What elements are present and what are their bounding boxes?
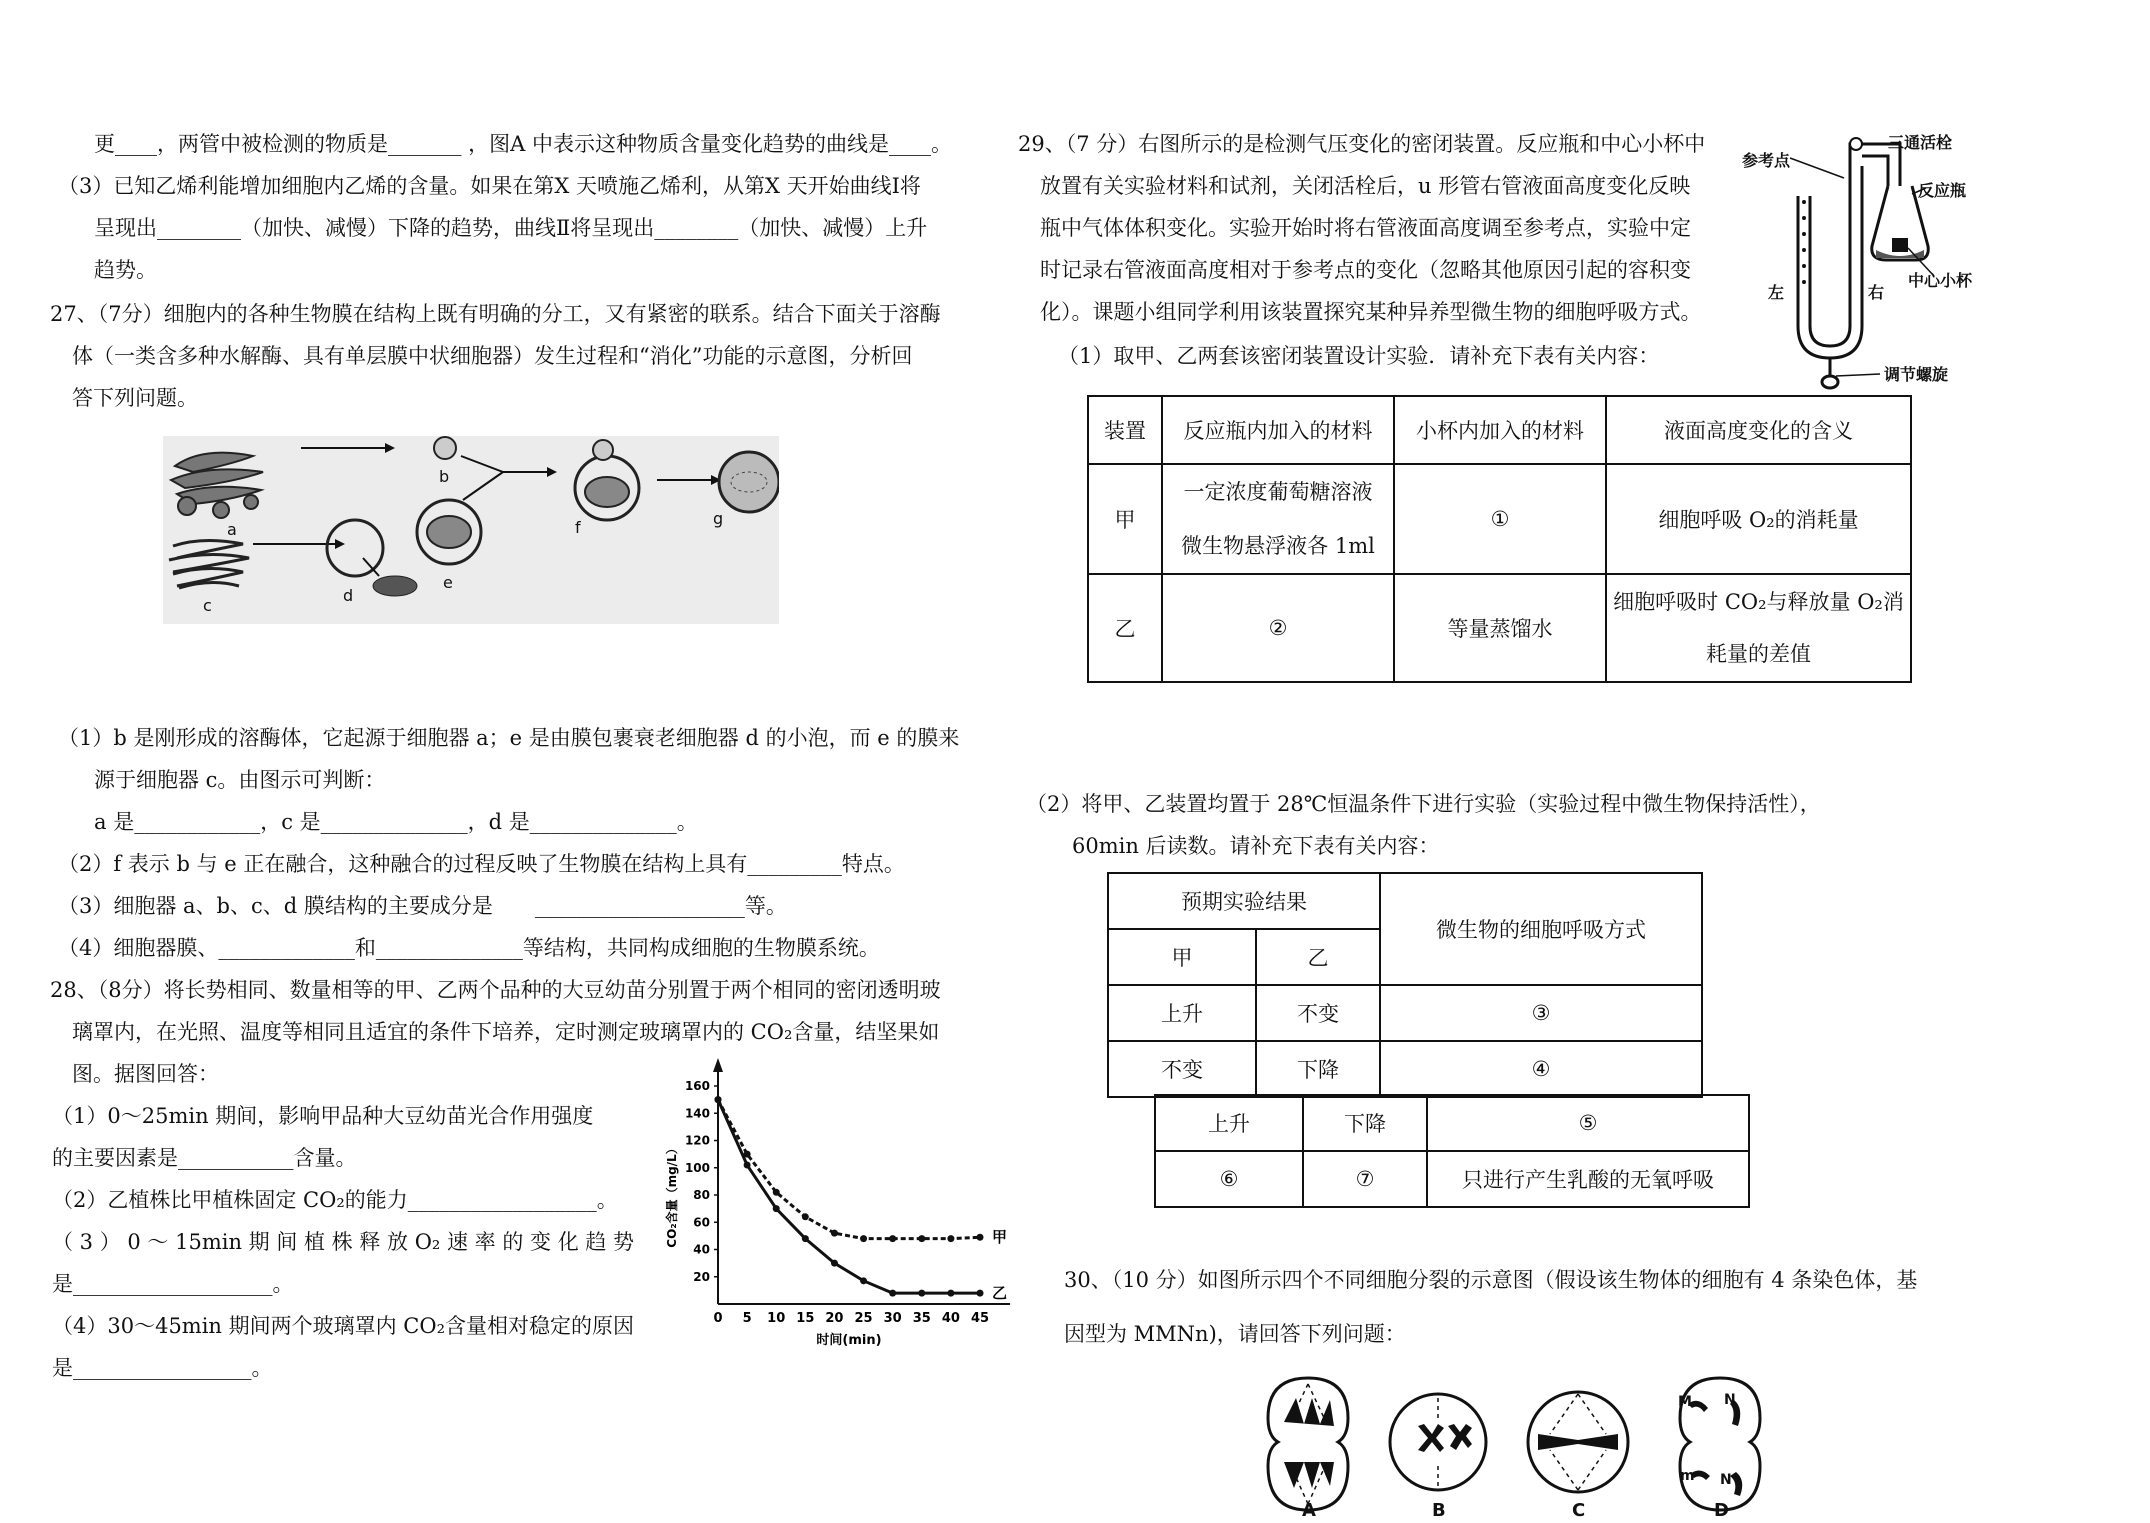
- table-header: 反应瓶内加入的材料: [1162, 396, 1394, 464]
- figure-label-a: a: [227, 520, 237, 539]
- cell-label-C: C: [1572, 1500, 1586, 1518]
- apparatus-diagram: [1740, 126, 1980, 398]
- y-axis-arrow: [713, 1058, 723, 1072]
- table-cell: ⑤: [1427, 1095, 1749, 1151]
- x-tick-label: 35: [912, 1311, 931, 1326]
- table-cell: 不变: [1108, 1041, 1256, 1097]
- label-center-cup: 中心小杯: [1908, 271, 1973, 290]
- text-line: 图。据图回答：: [72, 1062, 219, 1086]
- apparatus-table: [1087, 395, 1912, 683]
- data-point: [889, 1235, 896, 1242]
- table-row: [1155, 1151, 1749, 1207]
- co2-chart: [660, 1054, 1040, 1354]
- text-line: 瓶中气体体积变化。实验开始时将右管液面高度调至参考点，实验中定: [1040, 216, 1691, 240]
- gene-label-m: m: [1680, 1468, 1695, 1484]
- digestion-g-icon: [719, 452, 779, 512]
- table-cell: ⑥: [1155, 1151, 1303, 1207]
- table-cell: 不变: [1256, 985, 1380, 1041]
- data-point: [831, 1230, 838, 1237]
- text-line: 放置有关实验材料和试剂，关闭活栓后，u 形管右管液面高度变化反映: [1040, 174, 1691, 198]
- text-line: （3）已知乙烯利能增加细胞内乙烯的含量。如果在第X 天喷施乙烯利，从第X 天开始曲线Ⅰ将: [58, 174, 921, 198]
- text-line: 60min 后读数。请补充下表有关内容：: [1072, 834, 1440, 858]
- golgi-a-icon: [171, 453, 263, 518]
- data-point: [860, 1235, 867, 1242]
- text-line: 是_________________。: [52, 1356, 273, 1380]
- x-tick-label: 20: [825, 1311, 844, 1326]
- text-line: 答下列问题。: [72, 386, 198, 410]
- cell-label-B: B: [1432, 1500, 1446, 1518]
- series-line-1: [718, 1100, 980, 1239]
- table-cell: ①: [1394, 464, 1606, 574]
- table-row: [1155, 1095, 1749, 1151]
- x-tick-label: 45: [970, 1311, 990, 1326]
- text-line: 是___________________。: [52, 1272, 294, 1296]
- y-axis-label: CO₂含量（mg/L）: [665, 1142, 679, 1248]
- question-27-heading: 27、（7分）细胞内的各种生物膜在结构上既有明确的分工，又有紧密的联系。结合下面关于溶酶: [50, 302, 941, 326]
- y-tick-label: 160: [684, 1079, 710, 1093]
- data-point: [977, 1290, 984, 1297]
- cell-label-A: A: [1302, 1500, 1316, 1518]
- y-tick-label: 80: [693, 1188, 710, 1202]
- data-point: [947, 1290, 954, 1297]
- question-30-heading: 30、（10 分）如图所示四个不同细胞分裂的示意图（假设该生物体的细胞有 4 条染色体，基: [1064, 1268, 1918, 1292]
- x-tick-label: 40: [941, 1311, 960, 1326]
- table-cell: 下降: [1256, 1041, 1380, 1097]
- data-point: [831, 1260, 838, 1267]
- question-29-heading: 29、（7 分）右图所示的是检测气压变化的密闭装置。反应瓶和中心小杯中: [1018, 132, 1706, 156]
- x-tick-label: 30: [883, 1311, 902, 1326]
- table-cell: 乙: [1088, 574, 1162, 682]
- data-point: [715, 1096, 722, 1103]
- x-tick-label: 25: [854, 1311, 873, 1326]
- text-line: a 是____________，c 是______________，d 是______________。: [94, 810, 698, 834]
- gene-label-N-bottom: N: [1720, 1472, 1732, 1488]
- figure-label-e: e: [443, 573, 453, 592]
- x-tick-label: 10: [767, 1311, 786, 1326]
- data-point: [773, 1205, 780, 1212]
- results-table: [1107, 872, 1703, 1098]
- table-cell: ③: [1380, 985, 1702, 1041]
- table-cell: 等量蒸馏水: [1394, 574, 1606, 682]
- text-line: 时记录右管液面高度相对于参考点的变化（忽略其他原因引起的容积变: [1040, 258, 1691, 282]
- x-tick-label: 0: [713, 1311, 723, 1326]
- y-tick-label: 120: [684, 1133, 710, 1148]
- y-tick-label: 20: [693, 1269, 710, 1284]
- table-header: 小杯内加入的材料: [1394, 396, 1606, 464]
- series-label: 甲: [992, 1228, 1008, 1247]
- table-header: 乙: [1256, 929, 1380, 985]
- figure-label-c: c: [203, 596, 212, 615]
- table-header: 甲: [1108, 929, 1256, 985]
- text-line: 体（一类含多种水解酶、具有单层膜中状细胞器）发生过程和“消化”功能的示意图，分析回: [72, 344, 913, 368]
- text-line: 因型为 MMNn)，请回答下列问题：: [1064, 1322, 1406, 1346]
- text-line: 化）。课题小组同学利用该装置探究某种异养型微生物的细胞呼吸方式。: [1040, 300, 1702, 324]
- data-point: [860, 1277, 867, 1284]
- table-cell: 细胞呼吸时 CO₂与释放量 O₂消 耗量的差值: [1606, 574, 1911, 682]
- table-cell: 上升: [1155, 1095, 1303, 1151]
- y-tick-label: 40: [693, 1242, 710, 1257]
- series-line-2: [718, 1100, 980, 1293]
- text-line: （2）f 表示 b 与 e 正在融合，这种融合的过程反映了生物膜在结构上具有_________特点。: [58, 852, 905, 876]
- x-tick-label: 15: [796, 1311, 815, 1326]
- figure-label-b: b: [439, 467, 450, 486]
- data-point: [977, 1234, 984, 1241]
- gene-label-N-top: N: [1724, 1392, 1736, 1408]
- data-point: [947, 1235, 954, 1242]
- x-tick-label: 5: [742, 1311, 752, 1326]
- text-line: （2）将甲、乙装置均置于 28℃恒温条件下进行实验（实验过程中微生物保持活性），: [1026, 792, 1821, 816]
- text-line: 呈现出________（加快、减慢）下降的趋势，曲线Ⅱ将呈现出________（加快、减慢）上升: [94, 216, 928, 240]
- results-table-lower: [1154, 1094, 1750, 1208]
- y-tick-label: 60: [693, 1215, 710, 1230]
- table-header: 微生物的细胞呼吸方式: [1380, 873, 1702, 985]
- data-point: [773, 1189, 780, 1196]
- y-tick-label: 140: [684, 1106, 710, 1121]
- data-point: [802, 1213, 809, 1220]
- label-reaction-flask: 反应瓶: [1918, 181, 1967, 200]
- table-cell: ④: [1380, 1041, 1702, 1097]
- table-cell: 下降: [1303, 1095, 1427, 1151]
- table-cell: 细胞呼吸 O₂的消耗量: [1606, 464, 1911, 574]
- text-line: （1）取甲、乙两套该密闭装置设计实验．请补充下表有关内容：: [1058, 344, 1660, 368]
- data-point: [889, 1290, 896, 1297]
- text-line: （ 3 ） 0 ～ 15min 期 间 植 株 释 放 O₂ 速 率 的 变 化 趋 势: [52, 1230, 635, 1254]
- cell-label-D: D: [1714, 1500, 1729, 1518]
- series-label: 乙: [992, 1284, 1008, 1303]
- table-cell: 只进行产生乳酸的无氧呼吸: [1427, 1151, 1749, 1207]
- cell-division-diagram: [1260, 1370, 1780, 1518]
- table-row: [1088, 464, 1911, 574]
- table-cell: 甲: [1088, 464, 1162, 574]
- text-line: （1）0～25min 期间，影响甲品种大豆幼苗光合作用强度: [52, 1104, 594, 1128]
- text-line: 更____，两管中被检测的物质是_______ ，图A 中表示这种物质含量变化趋势的曲线是____。: [94, 132, 953, 156]
- figure-label-g: g: [713, 509, 724, 528]
- data-point: [918, 1290, 925, 1297]
- text-line: （4）细胞器膜、_____________和______________等结构，共同构成细胞的生物膜系统。: [58, 936, 880, 960]
- table-cell: ⑦: [1303, 1151, 1427, 1207]
- label-reference-point: 参考点: [1742, 151, 1791, 170]
- text-line: 趋势。: [94, 258, 157, 282]
- text-line: 璃罩内，在光照、温度等相同且适宜的条件下培养，定时测定玻璃罩内的 CO₂含量，结坚果如: [72, 1020, 940, 1044]
- table-cell: 一定浓度葡萄糖溶液 微生物悬浮液各 1ml: [1162, 464, 1394, 574]
- label-stopcock: 三通活栓: [1888, 133, 1953, 152]
- table-header: 液面高度变化的含义: [1606, 396, 1911, 464]
- label-left: 左: [1768, 283, 1785, 302]
- text-line: （2）乙植株比甲植株固定 CO₂的能力__________________。: [52, 1188, 618, 1212]
- er-c-icon: [169, 540, 249, 588]
- mitochondrion-d-icon: [373, 576, 417, 596]
- label-regulator: 调节螺旋: [1884, 365, 1949, 384]
- figure-label-f: f: [575, 518, 581, 537]
- table-row: [1108, 1041, 1702, 1097]
- table-row: [1088, 574, 1911, 682]
- table-cell: 上升: [1108, 985, 1256, 1041]
- text-line: 的主要因素是___________含量。: [52, 1146, 357, 1170]
- y-tick-label: 100: [684, 1160, 710, 1175]
- lysosome-b-icon: [434, 437, 456, 459]
- text-line: （3）细胞器 a、b、c、d 膜结构的主要成分是 ____________________等。: [58, 894, 787, 918]
- lysosome-diagram: [163, 436, 779, 624]
- question-28-heading: 28、（8分）将长势相同、数量相等的甲、乙两个品种的大豆幼苗分别置于两个相同的密闭透明玻: [50, 978, 941, 1002]
- text-line: （1）b 是刚形成的溶酶体，它起源于细胞器 a；e 是由膜包裹衰老细胞器 d 的小泡，而 e 的膜来: [58, 726, 960, 750]
- table-header: 装置: [1088, 396, 1162, 464]
- table-header: 预期实验结果: [1108, 873, 1380, 929]
- x-axis-label: 时间(min): [816, 1333, 882, 1348]
- label-right: 右: [1868, 283, 1885, 302]
- data-point: [744, 1162, 751, 1169]
- data-point: [802, 1235, 809, 1242]
- gene-label-M: M: [1678, 1394, 1692, 1410]
- table-cell: ②: [1162, 574, 1394, 682]
- figure-label-d: d: [343, 586, 354, 605]
- data-point: [918, 1235, 925, 1242]
- text-line: （4）30～45min 期间两个玻璃罩内 CO₂含量相对稳定的原因: [52, 1314, 635, 1338]
- table-row: [1108, 985, 1702, 1041]
- text-line: 源于细胞器 c。由图示可判断：: [94, 768, 386, 792]
